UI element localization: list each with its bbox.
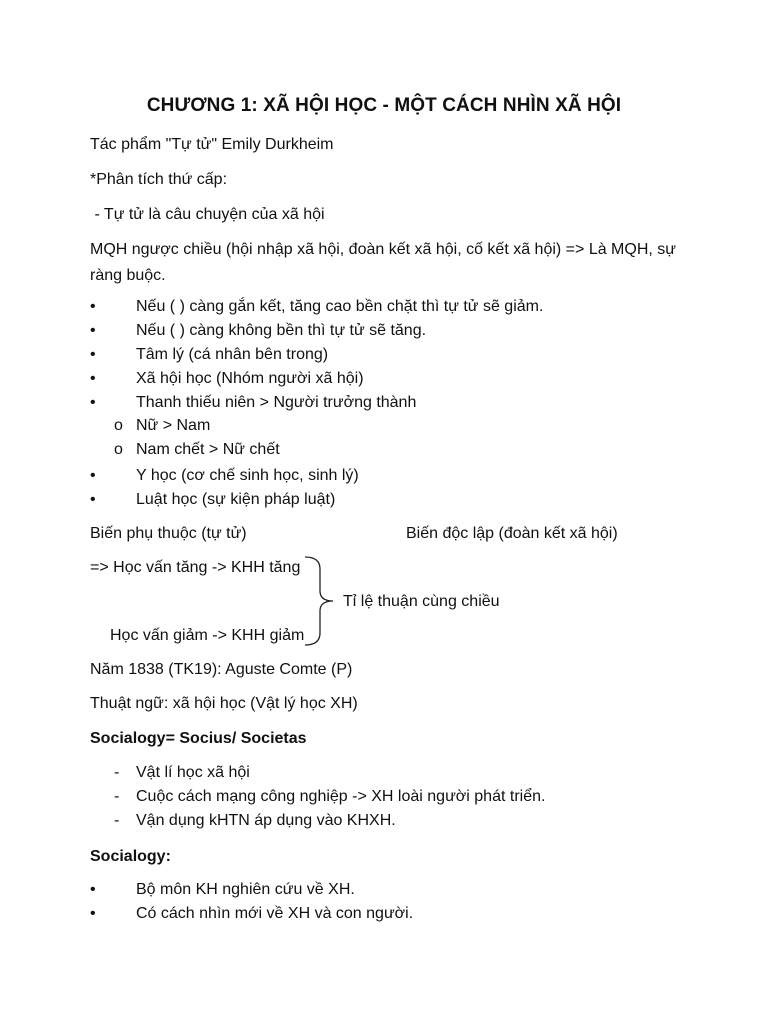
bullet-icon [90,465,136,487]
sub-list-item: o Nữ > Nam [114,415,210,437]
dash-list-item: - Cuộc cách mạng công nghiệp -> XH loài người phát triển. [114,786,545,808]
bullet-icon [90,296,136,318]
list-item: •Thanh thiếu niên > Người trưởng thành [90,392,416,414]
dash-marker: - [114,788,120,805]
etymology-heading: Socialogy= Socius/ Societas [90,730,307,747]
list-item: •Luật học (sự kiện pháp luật) [90,489,335,511]
dependent-variable: Biến phụ thuộc (tự tử) [90,525,247,542]
list-item: •Tâm lý (cá nhân bên trong) [90,344,328,366]
bullet-icon [90,392,136,414]
circle-bullet-icon: o [114,441,123,458]
bullet-icon [90,879,136,901]
list-item: •Y học (cơ chế sinh học, sinh lý) [90,465,359,487]
list-item: •Có cách nhìn mới về XH và con người. [90,903,413,925]
mqh-paragraph: MQH ngược chiều (hội nhập xã hội, đoàn kết xã hội, cố kết xã hội) => Là MQH, sự ràng buộc. [90,241,676,284]
socialogy-heading: Socialogy: [90,848,171,865]
circle-bullet-icon: o [114,417,123,434]
list-item: •Bộ môn KH nghiên cứu về XH. [90,879,355,901]
dash-list-item: - Vận dụng kHTN áp dụng vào KHXH. [114,810,396,832]
bullet-icon [90,320,136,342]
story-line: - Tự tử là câu chuyện của xã hội [90,206,325,223]
relation-label: Tỉ lệ thuận cùng chiều [343,593,500,610]
sub-list-item: o Nam chết > Nữ chết [114,439,280,461]
relation-line-2: Học vấn giảm -> KHH giảm [110,627,305,644]
dash-list-item: - Vật lí học xã hội [114,762,250,784]
year-line: Năm 1838 (TK19): Aguste Comte (P) [90,661,353,678]
right-brace-icon [303,555,339,647]
term-line: Thuật ngữ: xã hội học (Vật lý học XH) [90,695,358,712]
work-line: Tác phẩm "Tự tử" Emily Durkheim [90,136,334,153]
list-item: •Nếu ( ) càng gắn kết, tăng cao bền chặt thì tự tử sẽ giảm. [90,296,543,318]
relation-line-1: => Học vấn tăng -> KHH tăng [90,559,301,576]
page-title: CHƯƠNG 1: XÃ HỘI HỌC - MỘT CÁCH NHÌN XÃ HỘI [146,95,622,116]
bullet-icon [90,903,136,925]
list-item: •Nếu ( ) càng không bền thì tự tử sẽ tăng. [90,320,426,342]
bullet-icon [90,368,136,390]
dash-marker: - [114,764,120,781]
bullet-icon [90,344,136,366]
list-item: •Xã hội học (Nhóm người xã hội) [90,368,364,390]
independent-variable: Biến độc lập (đoàn kết xã hội) [406,525,618,542]
bullet-icon [90,489,136,511]
dash-marker: - [114,812,120,829]
secondary-analysis-line: *Phân tích thứ cấp: [90,171,228,188]
